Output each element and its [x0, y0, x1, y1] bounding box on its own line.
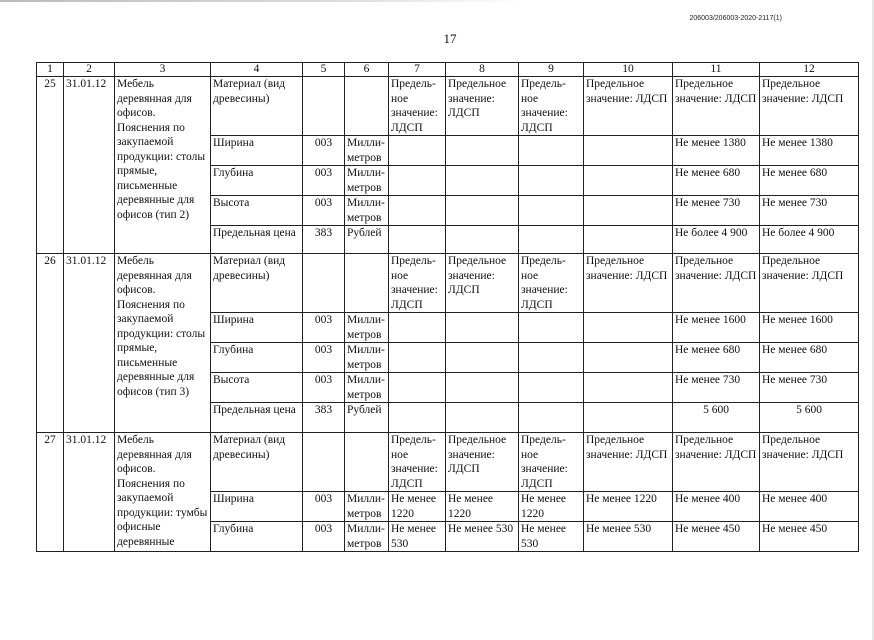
column-number: 5 [303, 63, 345, 77]
value-col-7 [389, 343, 446, 373]
column-number: 4 [211, 63, 303, 77]
value-col-7 [389, 136, 446, 166]
value-col-9 [519, 373, 584, 403]
okpd-code: 31.01.12 [64, 77, 115, 254]
unit-name: Милли-метров [345, 522, 389, 552]
unit-name: Рублей [345, 226, 389, 254]
value-col-8 [446, 136, 519, 166]
value-col-8 [446, 196, 519, 226]
unit-name: Милли-метров [345, 373, 389, 403]
unit-name [345, 433, 389, 492]
value-col-9 [519, 313, 584, 343]
value-col-8 [446, 343, 519, 373]
value-col-11: Не менее 730 [673, 373, 760, 403]
characteristic-name: Ширина [211, 136, 303, 166]
value-col-9: Предель-ное значение: ЛДСП [519, 77, 584, 136]
value-col-8: Предельное значение: ЛДСП [446, 254, 519, 313]
value-col-11: 5 600 [673, 403, 760, 433]
scan-top-edge [0, 0, 874, 2]
column-number: 1 [37, 63, 64, 77]
table-row [37, 254, 859, 313]
value-col-10 [584, 343, 673, 373]
value-col-12: Не менее 730 [760, 373, 859, 403]
unit-code: 003 [303, 136, 345, 166]
value-col-10 [584, 136, 673, 166]
item-name: Мебель деревянная для офисов. Пояснения по закупаемой продукции: тумбы офисные деревянные [115, 433, 211, 552]
unit-name: Милли-метров [345, 196, 389, 226]
okpd-code: 31.01.12 [64, 254, 115, 433]
value-col-11: Не менее 1380 [673, 136, 760, 166]
characteristic-name: Высота [211, 373, 303, 403]
unit-code: 003 [303, 343, 345, 373]
column-number: 3 [115, 63, 211, 77]
unit-code: 383 [303, 226, 345, 254]
column-number: 2 [64, 63, 115, 77]
value-col-8: Не менее 1220 [446, 492, 519, 522]
value-col-8 [446, 313, 519, 343]
unit-code: 003 [303, 166, 345, 196]
characteristic-name: Глубина [211, 522, 303, 552]
unit-code: 003 [303, 196, 345, 226]
characteristic-name: Материал (вид древесины) [211, 433, 303, 492]
value-col-11: Не менее 680 [673, 166, 760, 196]
column-number: 10 [584, 63, 673, 77]
value-col-10: Предельное значение: ЛДСП [584, 77, 673, 136]
item-name: Мебель деревянная для офисов. Пояснения по закупаемой продукции: столы прямые, письменные деревянные для офисов (тип 2) [115, 77, 211, 254]
value-col-12: Не менее 1380 [760, 136, 859, 166]
value-col-10: Предельное значение: ЛДСП [584, 433, 673, 492]
characteristic-name: Ширина [211, 313, 303, 343]
value-col-11: Предельное значение: ЛДСП [673, 254, 760, 313]
value-col-10 [584, 226, 673, 254]
value-col-7: Предель-ное значение: ЛДСП [389, 254, 446, 313]
value-col-10 [584, 196, 673, 226]
column-number: 9 [519, 63, 584, 77]
value-col-11: Предельное значение: ЛДСП [673, 433, 760, 492]
value-col-12: Не менее 730 [760, 196, 859, 226]
column-number-row [37, 63, 859, 77]
value-col-11: Предельное значение: ЛДСП [673, 77, 760, 136]
characteristic-name: Предельная цена [211, 226, 303, 254]
unit-name: Милли-метров [345, 343, 389, 373]
value-col-7 [389, 313, 446, 343]
characteristic-name: Предельная цена [211, 403, 303, 433]
value-col-7: Не менее 530 [389, 522, 446, 552]
characteristic-name: Глубина [211, 343, 303, 373]
unit-code: 003 [303, 373, 345, 403]
unit-name: Милли-метров [345, 166, 389, 196]
value-col-12: Не менее 680 [760, 166, 859, 196]
value-col-8 [446, 166, 519, 196]
unit-name: Милли-метров [345, 492, 389, 522]
value-col-10 [584, 313, 673, 343]
value-col-12: Не менее 1600 [760, 313, 859, 343]
value-col-12: Предельное значение: ЛДСП [760, 433, 859, 492]
value-col-11: Не менее 400 [673, 492, 760, 522]
value-col-12: Не более 4 900 [760, 226, 859, 254]
value-col-12: Не менее 680 [760, 343, 859, 373]
value-col-12: Не менее 400 [760, 492, 859, 522]
value-col-7 [389, 403, 446, 433]
value-col-10: Не менее 1220 [584, 492, 673, 522]
value-col-9: Предель-ное значение: ЛДСП [519, 254, 584, 313]
characteristic-name: Высота [211, 196, 303, 226]
value-col-12: 5 600 [760, 403, 859, 433]
value-col-9 [519, 166, 584, 196]
value-col-11: Не менее 450 [673, 522, 760, 552]
value-col-7: Не менее 1220 [389, 492, 446, 522]
value-col-8 [446, 373, 519, 403]
value-col-9 [519, 196, 584, 226]
value-col-7 [389, 166, 446, 196]
table-row [37, 433, 859, 492]
characteristic-name: Ширина [211, 492, 303, 522]
unit-code: 003 [303, 492, 345, 522]
value-col-10 [584, 403, 673, 433]
item-number: 25 [37, 77, 64, 254]
value-col-12: Не менее 450 [760, 522, 859, 552]
page-number: 17 [443, 31, 457, 46]
value-col-9 [519, 343, 584, 373]
unit-name [345, 254, 389, 313]
value-col-9 [519, 226, 584, 254]
value-col-7 [389, 196, 446, 226]
column-number: 11 [673, 63, 760, 77]
value-col-8 [446, 403, 519, 433]
unit-code: 003 [303, 522, 345, 552]
value-col-10: Предельное значение: ЛДСП [584, 254, 673, 313]
value-col-10 [584, 166, 673, 196]
specification-table [36, 62, 859, 552]
value-col-8: Предельное значение: ЛДСП [446, 433, 519, 492]
value-col-9: Предель-ное значение: ЛДСП [519, 433, 584, 492]
value-col-10 [584, 373, 673, 403]
value-col-12: Предельное значение: ЛДСП [760, 77, 859, 136]
value-col-9: Не менее 530 [519, 522, 584, 552]
value-col-8: Не менее 530 [446, 522, 519, 552]
characteristic-name: Глубина [211, 166, 303, 196]
column-number: 6 [345, 63, 389, 77]
characteristic-name: Материал (вид древесины) [211, 77, 303, 136]
value-col-7 [389, 226, 446, 254]
table-row [37, 77, 859, 136]
unit-name [345, 77, 389, 136]
value-col-10: Не менее 530 [584, 522, 673, 552]
unit-code [303, 77, 345, 136]
unit-code: 383 [303, 403, 345, 433]
column-number: 12 [760, 63, 859, 77]
unit-name: Милли-метров [345, 313, 389, 343]
unit-code [303, 254, 345, 313]
value-col-9 [519, 136, 584, 166]
unit-code: 003 [303, 313, 345, 343]
value-col-11: Не менее 1600 [673, 313, 760, 343]
value-col-11: Не более 4 900 [673, 226, 760, 254]
value-col-7 [389, 373, 446, 403]
item-name: Мебель деревянная для офисов. Пояснения по закупаемой продукции: столы прямые, письменные деревянные для офисов (тип 3) [115, 254, 211, 433]
value-col-7: Предель-ное значение: ЛДСП [389, 433, 446, 492]
document-id: 206003/206003-2020-2117(1) [689, 15, 782, 22]
value-col-7: Предель-ное значение: ЛДСП [389, 77, 446, 136]
item-number: 26 [37, 254, 64, 433]
value-col-9 [519, 403, 584, 433]
value-col-8 [446, 226, 519, 254]
value-col-11: Не менее 730 [673, 196, 760, 226]
value-col-11: Не менее 680 [673, 343, 760, 373]
unit-name: Рублей [345, 403, 389, 433]
value-col-9: Не менее 1220 [519, 492, 584, 522]
value-col-12: Предельное значение: ЛДСП [760, 254, 859, 313]
unit-name: Милли-метров [345, 136, 389, 166]
unit-code [303, 433, 345, 492]
okpd-code: 31.01.12 [64, 433, 115, 552]
column-number: 8 [446, 63, 519, 77]
column-number: 7 [389, 63, 446, 77]
value-col-8: Предельное значение: ЛДСП [446, 77, 519, 136]
characteristic-name: Материал (вид древесины) [211, 254, 303, 313]
item-number: 27 [37, 433, 64, 552]
